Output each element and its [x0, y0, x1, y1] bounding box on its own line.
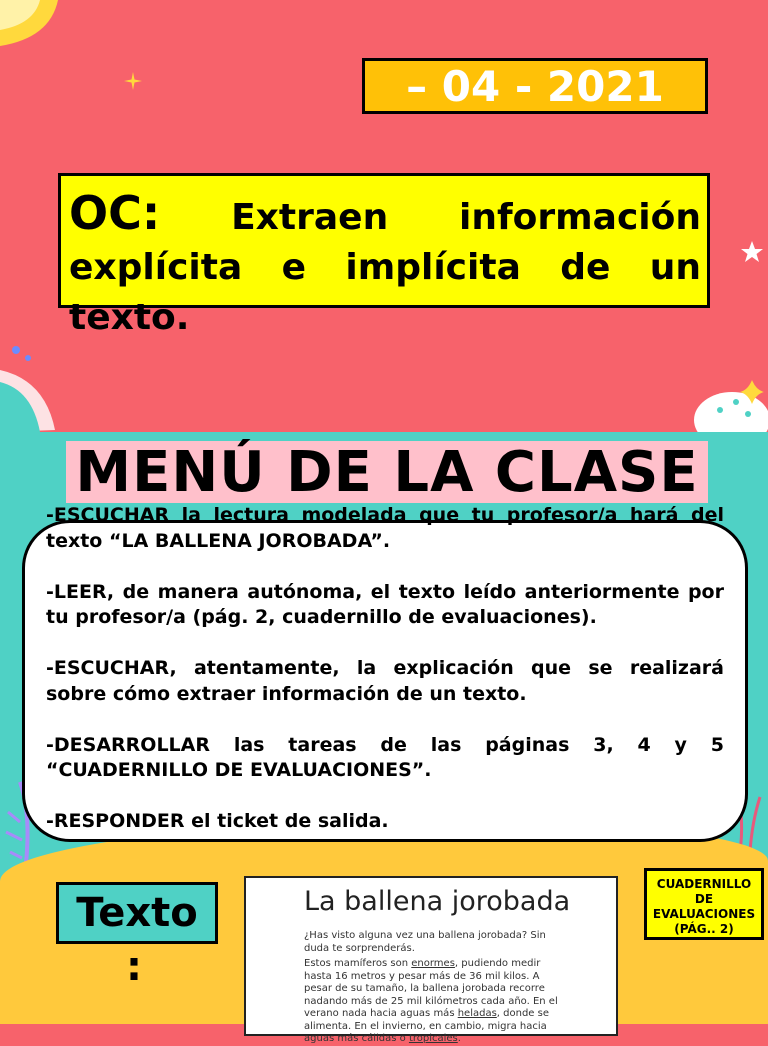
- menu-item: -ESCUCHAR la lectura modelada que tu profesor/a hará del texto “LA BALLENA JOROBADA”.: [46, 504, 724, 552]
- excerpt-body-text: .: [457, 1033, 461, 1044]
- menu-item: -DESARROLLAR las tareas de las páginas 3, 4 y 5 “CUADERNILLO DE EVALUACIONES”.: [46, 733, 724, 781]
- text-excerpt-image: [244, 876, 618, 1044]
- excerpt-body: [304, 958, 564, 1046]
- excerpt-title: La ballena jorobada: [304, 886, 571, 917]
- menu-title: MENÚ DE LA CLASE: [66, 441, 708, 503]
- sparkle-icon: [124, 72, 142, 90]
- objective-statement: [69, 188, 701, 343]
- menu-item: -LEER, de manera autónoma, el texto leído anteriormente por tu profesor/a (pág. 2, cuadernillo de evaluaciones).: [46, 580, 724, 628]
- texto-colon: :: [126, 944, 142, 990]
- excerpt-body-text: , donde se alimenta. En el invierno, en cambio, migra hacia aguas más cálidas o: [304, 1008, 549, 1044]
- texto-label: Texto: [76, 890, 198, 936]
- texto-label-box: [56, 882, 218, 944]
- menu-items-list: [46, 503, 724, 835]
- excerpt-body-underlined: enormes: [411, 958, 455, 969]
- excerpt-body-text: Estos mamíferos son: [304, 958, 412, 969]
- date-banner: [362, 58, 708, 114]
- dots-decoration: [10, 340, 40, 370]
- objective-text: Extraen información explícita e implícita de un texto.: [69, 197, 701, 338]
- menu-item: -RESPONDER el ticket de salida.: [46, 810, 389, 832]
- excerpt-body-text: , pudiendo medir hasta 16 metros y pesar más de 36 mil kilos. A pesar de su tamaño, la ballena jorobada recorre nadando más de 25 mil kilómetros cada año. En el verano nada hacia aguas más: [304, 958, 558, 1019]
- excerpt-body-underlined: tropicales: [408, 1033, 458, 1044]
- leaf-decoration: [0, 360, 60, 432]
- corner-shape-decoration: [0, 0, 70, 50]
- date-text: – 04 - 2021: [406, 61, 664, 111]
- cuadernillo-note-box: [644, 868, 764, 940]
- menu-item: -ESCUCHAR, atentamente, la explicación que se realizará sobre cómo extraer información de un texto.: [46, 657, 724, 705]
- excerpt-body-underlined: heladas: [457, 1008, 497, 1019]
- cuadernillo-note: CUADERNILLO DE EVALUACIONES (PÁG.. 2): [652, 877, 756, 936]
- plant-decoration: [692, 370, 768, 432]
- star-icon: [740, 240, 764, 264]
- excerpt-intro: ¿Has visto alguna vez una ballena jorobada? Sin duda te sorprenderás.: [304, 930, 546, 954]
- objective-box: [58, 173, 710, 338]
- objective-label: OC:: [69, 186, 161, 240]
